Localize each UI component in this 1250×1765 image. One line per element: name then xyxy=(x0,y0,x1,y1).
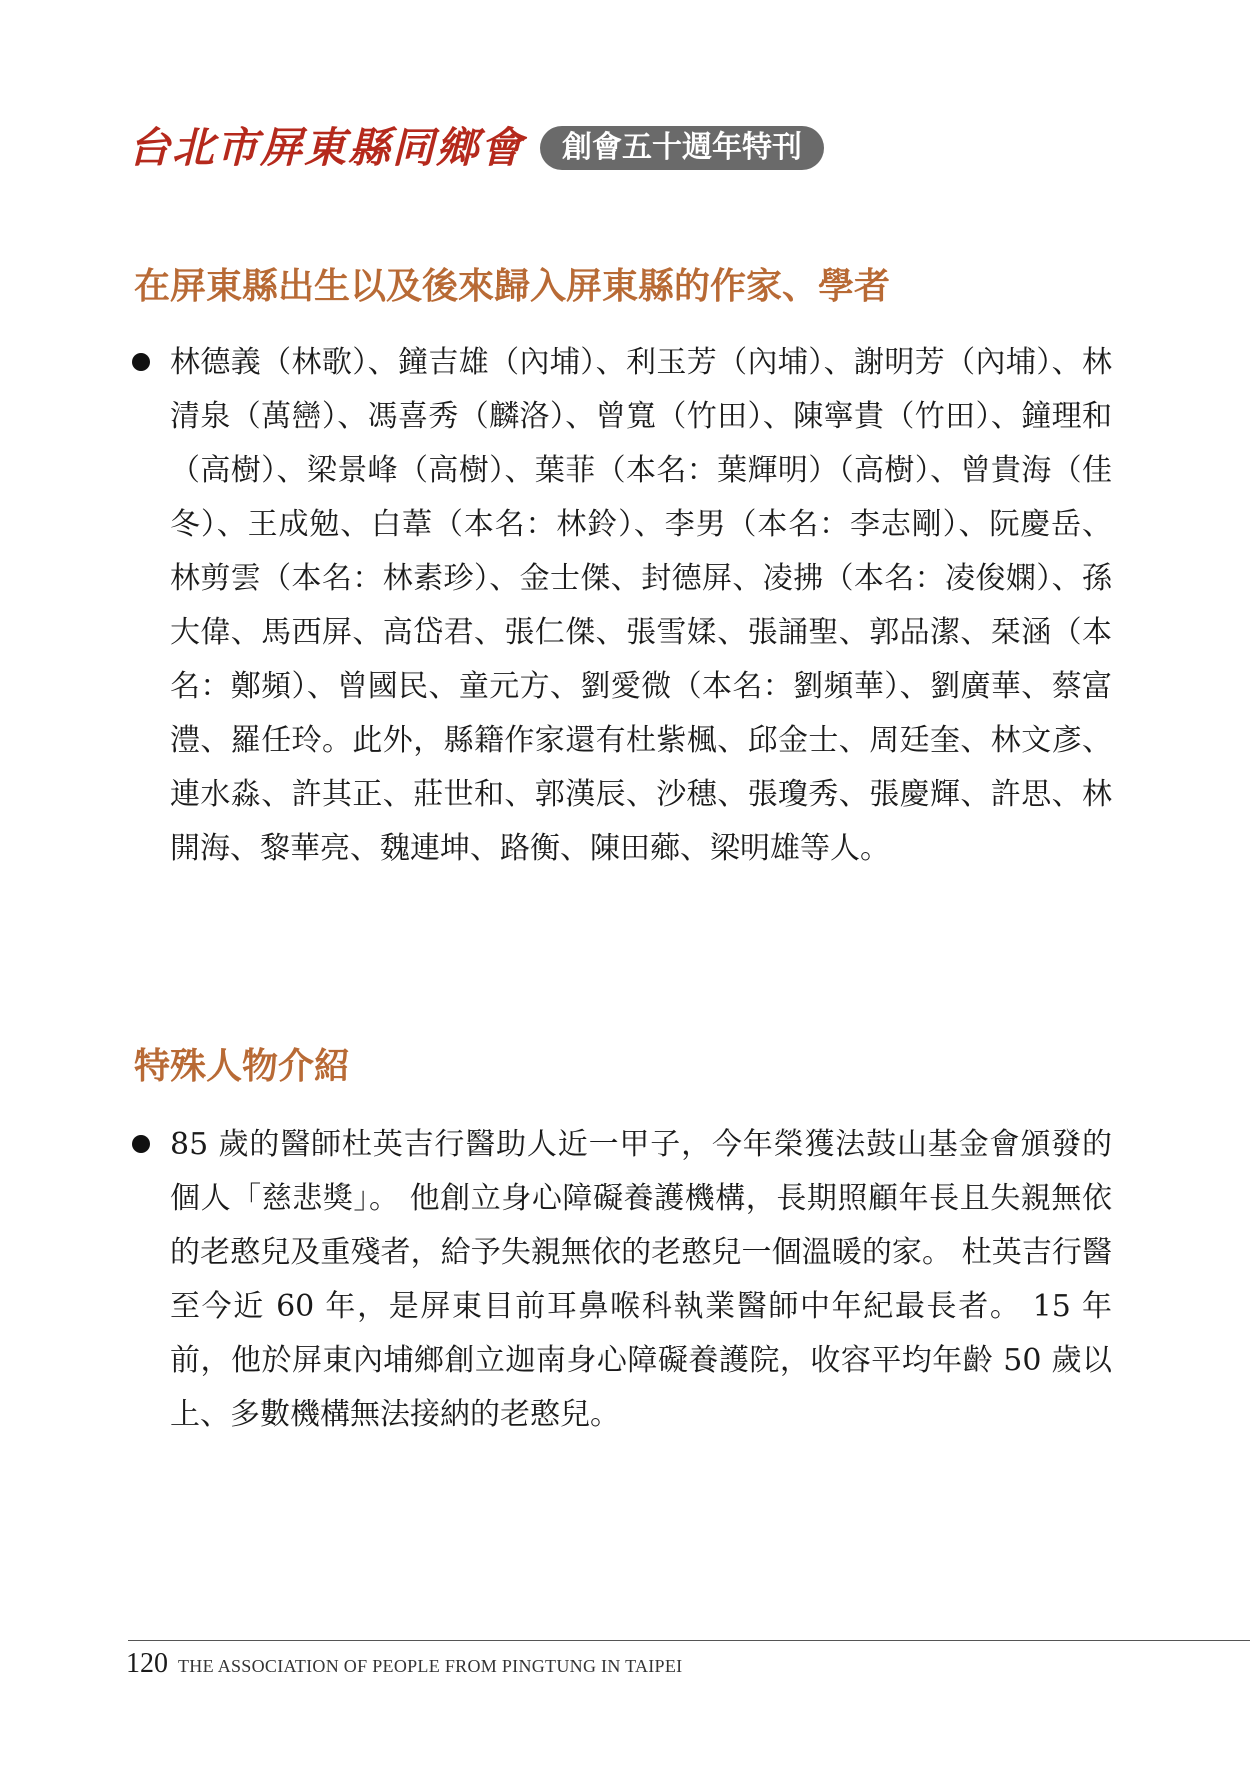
page-footer xyxy=(126,1648,682,1680)
writers-paragraph: 林德義（林歌）、鐘吉雄（內埔）、利玉芳（內埔）、謝明芳（內埔）、林清泉（萬巒）、馮喜秀（麟洛）、曾寬（竹田）、陳寧貴（竹田）、鐘理和（高樹）、梁景峰（高樹）、葉菲（本名：葉輝明）（高樹）、曾貴海（佳冬）、王成勉、白葦（本名：林鈴）、李男（本名：李志剛）、阮慶岳、林剪雲（本名：林素珍）、金士傑、封德屏、凌拂（本名：凌俊嫻）、孫大偉、馬西屏、高岱君、張仁傑、張雪媃、張誦聖、郭品潔、栞涵（本名：鄭頻）、曾國民、童元方、劉愛微（本名：劉頻華）、劉廣華、蔡富澧、羅任玲。此外，縣籍作家還有杜紫楓、邱金士、周廷奎、林文彥、連水淼、許其正、莊世和、郭漢辰、沙穗、張瓊秀、張慶輝、許思、林開海、黎華亮、魏連坤、路衡、陳田薌、梁明雄等人。 xyxy=(170,345,1112,866)
association-logo: 台北市屏東縣同鄉會 xyxy=(128,123,525,172)
bullet-icon xyxy=(132,353,150,371)
page-header xyxy=(128,118,824,178)
page-number: 120 xyxy=(126,1648,168,1679)
footer-divider xyxy=(128,1640,1250,1641)
section-heading-writers: 在屏東縣出生以及後來歸入屏東縣的作家、學者 xyxy=(134,266,891,307)
writers-list-item xyxy=(132,336,1112,876)
special-person-list-item xyxy=(132,1118,1112,1442)
special-person-paragraph: 85 歲的醫師杜英吉行醫助人近一甲子，今年榮獲法鼓山基金會頒發的個人「慈悲獎」。 他創立身心障礙養護機構，長期照顧年長且失親無依的老憨兒及重殘者，給予失親無依的老憨兒一個溫暖的家。 杜英吉行醫至今近 60 年，是屏東目前耳鼻喉科執業醫師中年紀最長者。 15 年前，他於屏東內埔鄉創立迦南身心障礙養護院，收容平均年齡 50 歲以上、多數機構無法接納的老憨兒。 xyxy=(170,1127,1112,1432)
section-heading-special-people: 特殊人物介紹 xyxy=(134,1046,351,1087)
bullet-icon xyxy=(132,1135,150,1153)
anniversary-badge: 創會五十週年特刊 xyxy=(540,126,824,170)
footer-publication-name: THE ASSOCIATION OF PEOPLE FROM PINGTUNG IN TAIPEI xyxy=(178,1656,683,1676)
